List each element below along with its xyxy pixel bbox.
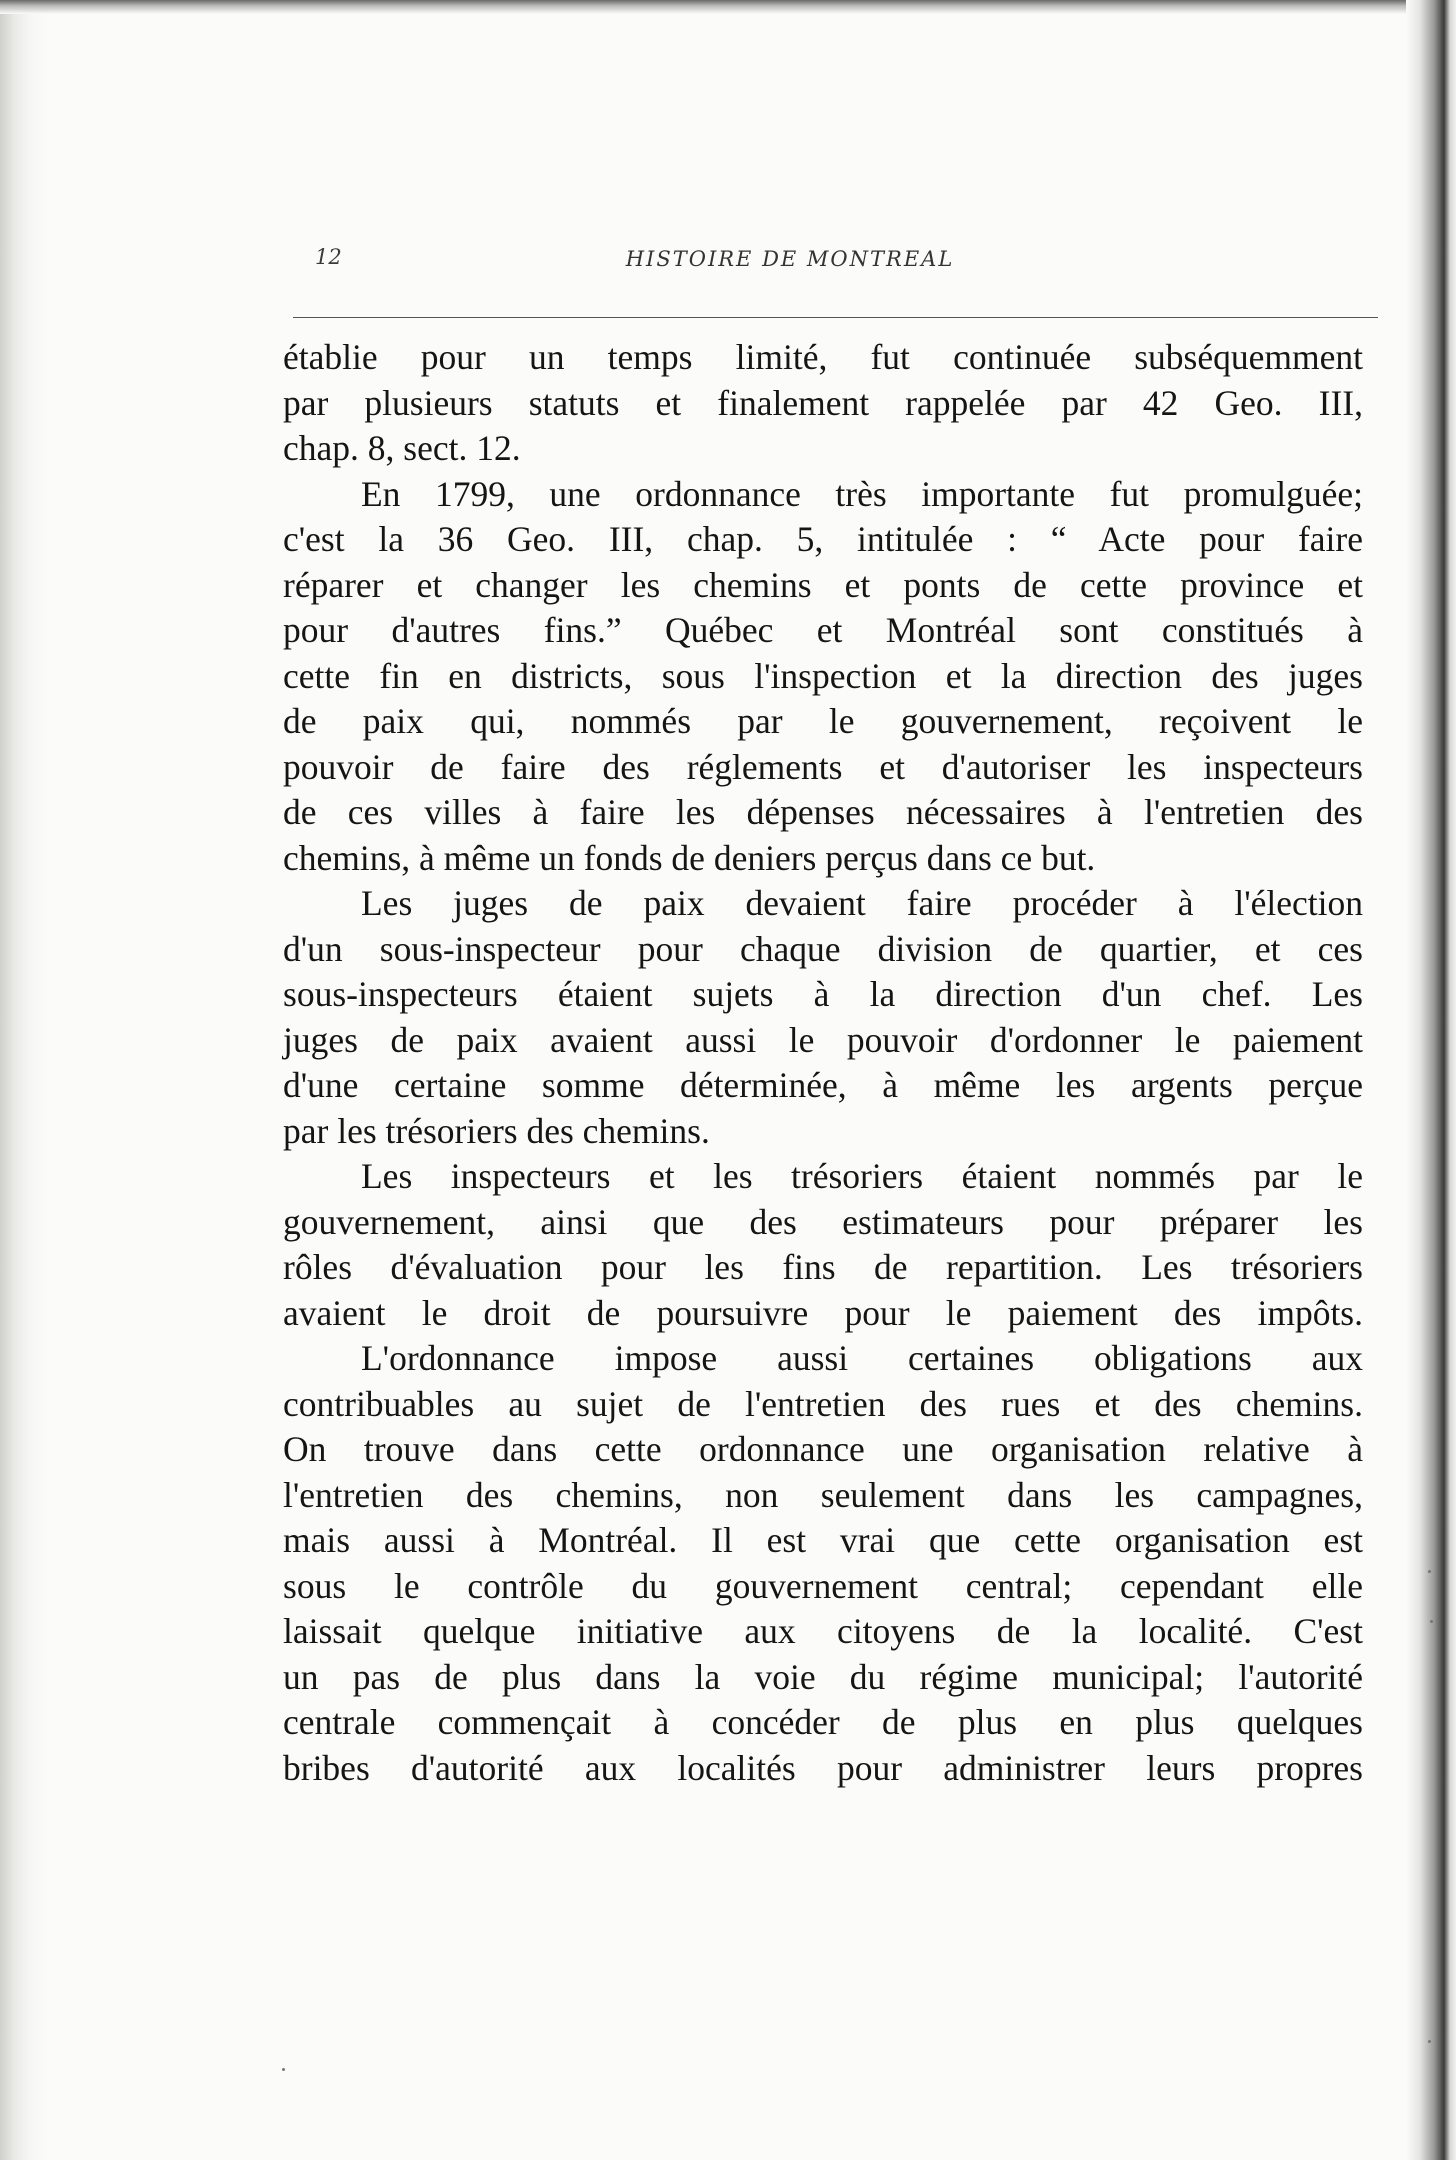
text-line: sous le contrôle du gouvernement central; cependant elle [283, 1565, 1363, 1606]
text-line: On trouve dans cette ordonnance une organisation relative à [283, 1429, 1363, 1469]
body-text [283, 335, 1363, 1791]
text-line: chemins, à même un fonds de deniers perçus dans ce but. [283, 837, 1096, 878]
text-line: L'ordonnance impose aussi certaines obligations aux [361, 1338, 1363, 1378]
text-line: c'est la 36 Geo. III, chap. 5, intitulée : “ Acte pour faire [283, 519, 1363, 559]
text-line: l'entretien des chemins, non seulement dans les campagnes, [283, 1474, 1363, 1515]
top-edge-shadow [0, 0, 1456, 14]
text-line: Les juges de paix devaient faire procéder à l'élection [361, 883, 1363, 923]
text-line: réparer et changer les chemins et ponts de cette province et [283, 564, 1363, 605]
text-line: juges de paix avaient aussi le pouvoir d'ordonner le paiement [283, 1019, 1363, 1060]
text-line: d'un sous-inspecteur pour chaque division de quartier, et ces [283, 928, 1363, 969]
scan-speck [1430, 1620, 1433, 1623]
binding-shadow [0, 0, 48, 2160]
text-line: de ces villes à faire les dépenses nécessaires à l'entretien des [283, 792, 1363, 832]
scan-speck [1428, 1570, 1431, 1573]
text-line: sous-inspecteurs étaient sujets à la direction d'un chef. Les [283, 974, 1363, 1014]
text-line: contribuables au sujet de l'entretien des rues et des chemins. [283, 1383, 1363, 1424]
running-title: HISTOIRE DE MONTREAL [625, 247, 955, 271]
header-rule [293, 317, 1378, 318]
text-line: mais aussi à Montréal. Il est vrai que cette organisation est [283, 1520, 1363, 1560]
text-line: Les inspecteurs et les trésoriers étaient nommés par le [361, 1156, 1363, 1196]
text-line: de paix qui, nommés par le gouvernement, reçoivent le [283, 701, 1363, 741]
text-line: d'une certaine somme déterminée, à même les argents perçue [283, 1065, 1363, 1105]
text-line: pour d'autres fins.” Québec et Montréal sont constitués à [283, 610, 1363, 650]
text-line: établie pour un temps limité, fut continuée subséquemment [283, 337, 1363, 377]
text-line: pouvoir de faire des réglements et d'autoriser les inspecteurs [283, 746, 1363, 787]
scan-speck [282, 2068, 285, 2071]
text-line: cette fin en districts, sous l'inspection et la direction des juges [283, 655, 1363, 696]
text-line: avaient le droit de poursuivre pour le paiement des impôts. [283, 1292, 1363, 1333]
running-head [300, 245, 1280, 285]
text-line: par les trésoriers des chemins. [283, 1110, 710, 1151]
text-line: par plusieurs statuts et finalement rappelée par 42 Geo. III, [283, 382, 1363, 423]
page-number: 12 [315, 245, 342, 269]
scan-speck [1428, 2040, 1431, 2043]
text-line: centrale commençait à concéder de plus en plus quelques [283, 1702, 1363, 1742]
page-edge [1406, 0, 1456, 2160]
text-line: laissait quelque initiative aux citoyens de la localité. C'est [283, 1611, 1363, 1651]
text-line: un pas de plus dans la voie du régime municipal; l'autorité [283, 1656, 1363, 1697]
text-line: En 1799, une ordonnance très importante fut promulguée; [361, 473, 1363, 514]
text-line: gouvernement, ainsi que des estimateurs pour préparer les [283, 1201, 1363, 1242]
text-line: chap. 8, sect. 12. [283, 428, 521, 468]
text-line: rôles d'évaluation pour les fins de repartition. Les trésoriers [283, 1247, 1363, 1287]
text-line: bribes d'autorité aux localités pour administrer leurs propres [283, 1747, 1363, 1788]
